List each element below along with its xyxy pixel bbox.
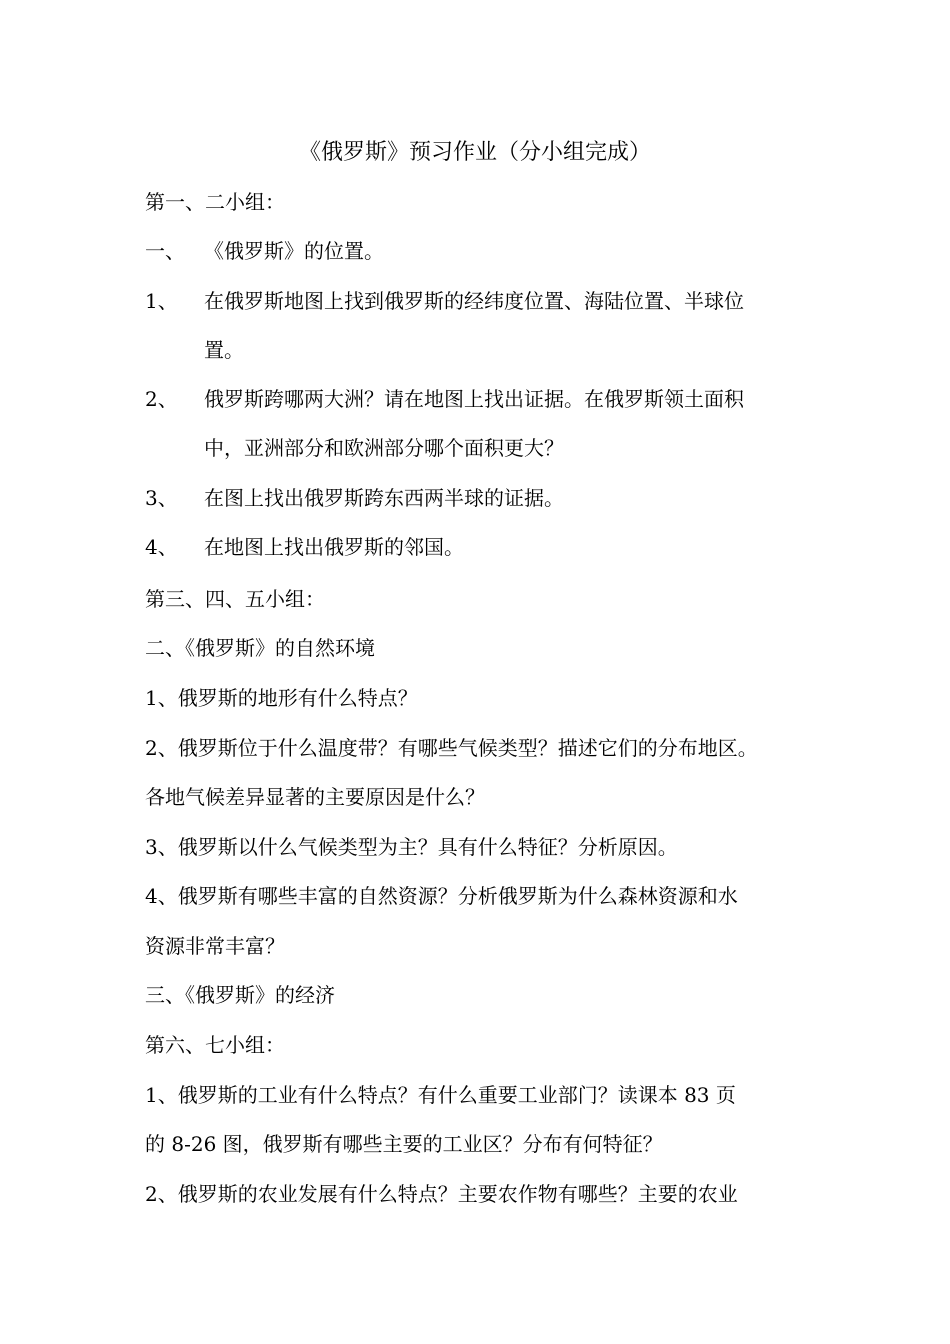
question-line: 4、俄罗斯有哪些丰富的自然资源？分析俄罗斯为什么森林资源和水 — [145, 884, 738, 908]
item-number-3: 3、 — [145, 486, 178, 510]
item-text-1-line-1: 在俄罗斯地图上找到俄罗斯的经纬度位置、海陆位置、半球位 — [204, 289, 744, 313]
section-title-nature: 二、《俄罗斯》的自然环境 — [145, 636, 375, 660]
item-text-2-line-1: 俄罗斯跨哪两大洲？请在地图上找出证据。在俄罗斯领土面积 — [204, 387, 744, 411]
question-line: 1、俄罗斯的工业有什么特点？有什么重要工业部门？读课本 83 页 — [145, 1083, 736, 1107]
question-line: 1、俄罗斯的地形有什么特点？ — [145, 686, 418, 710]
item-text-2-line-2: 中，亚洲部分和欧洲部分哪个面积更大？ — [204, 436, 564, 460]
item-number-1: 1、 — [145, 289, 178, 313]
item-text-4: 在地图上找出俄罗斯的邻国。 — [204, 535, 464, 559]
question-line: 2、俄罗斯位于什么温度带？有哪些气候类型？描述它们的分布地区。 — [145, 736, 758, 760]
section-title-economy: 三、《俄罗斯》的经济 — [145, 983, 335, 1007]
document-title: 《俄罗斯》预习作业（分小组完成） — [298, 140, 651, 165]
question-line: 各地气候差异显著的主要原因是什么？ — [145, 785, 485, 809]
group-heading-6-7: 第六、七小组： — [145, 1033, 285, 1057]
group-heading-3-4-5: 第三、四、五小组： — [145, 587, 325, 611]
question-line: 3、俄罗斯以什么气候类型为主？具有什么特征？分析原因。 — [145, 835, 678, 859]
item-text-1-line-2: 置。 — [204, 338, 244, 362]
question-line: 2、俄罗斯的农业发展有什么特点？主要农作物有哪些？主要的农业 — [145, 1182, 738, 1206]
section-title-location: 《俄罗斯》的位置。 — [204, 239, 384, 263]
question-line: 的 8-26 图，俄罗斯有哪些主要的工业区？分布有何特征？ — [145, 1132, 663, 1156]
item-number-4: 4、 — [145, 535, 178, 559]
section-number-1: 一、 — [145, 239, 185, 263]
item-number-2: 2、 — [145, 387, 178, 411]
item-text-3: 在图上找出俄罗斯跨东西两半球的证据。 — [204, 486, 564, 510]
group-heading-1-2: 第一、二小组： — [145, 190, 285, 214]
question-line: 资源非常丰富？ — [145, 934, 285, 958]
